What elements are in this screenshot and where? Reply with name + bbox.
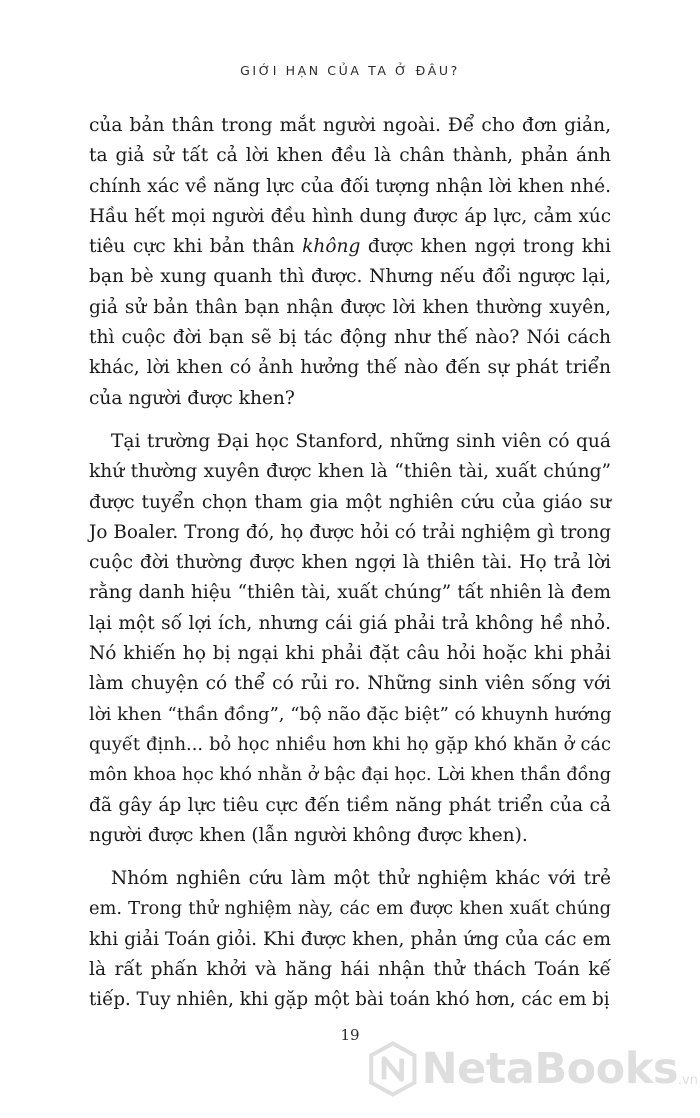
text-line: Tại trường Đại học Stanford, những sinh viên có quá (111, 430, 611, 452)
text-line: là rất phấn khởi và hăng hái nhận thử thách Toán kế (89, 959, 611, 981)
text-line: của bản thân trong mắt người ngoài. Để cho đơn giản, (89, 115, 611, 136)
text-line: chính xác về năng lực của đối tượng nhận lời khen nhé. (89, 175, 611, 197)
text-line: Nhóm nghiên cứu làm một thử nghiệm khác với trẻ (111, 868, 611, 890)
text-line: quyết định... bỏ học nhiều hơn khi họ gặp khó khăn ở các (89, 733, 611, 755)
text-line: làm chuyện có thể có rủi ro. Những sinh viên sống với (89, 673, 611, 695)
text-line: môn khoa học khó nhằn ở bậc đại học. Lời khen thần đồng (89, 765, 611, 786)
text-line: thì cuộc đời bạn sẽ bị tác động như thế nào? Nói cách (89, 327, 611, 349)
watermark (368, 1034, 698, 1104)
text-line: của người được khen? (89, 387, 295, 409)
text-line: rằng danh hiệu “thiên tài, xuất chúng” tất nhiên là đem (89, 582, 611, 604)
body-text (89, 111, 611, 1016)
text-line: Jo Boaler. Trong đó, họ được hỏi có trải nghiệm gì trong (89, 521, 611, 543)
text-line: Hầu hết mọi người đều hình dung được áp lực, cảm xúc (89, 205, 611, 227)
netabooks-logo-icon (368, 1034, 418, 1104)
text-line: người được khen (lẫn người không được khen). (89, 824, 528, 846)
watermark-brand: NetaBooks (421, 1044, 678, 1094)
paragraph (89, 864, 611, 1015)
text-line: Nó khiến họ bị ngại khi phải đặt câu hỏi hoặc khi phải (89, 643, 611, 665)
paragraph-gap (89, 851, 611, 864)
paragraph (89, 427, 611, 851)
watermark-suffix: .vn (677, 1073, 698, 1088)
emphasis: không (302, 236, 361, 258)
text-line: khi giải Toán giỏi. Khi được khen, phản ứng của các em (89, 928, 611, 950)
text-line: được tuyển chọn tham gia một nghiên cứu của giáo sư (89, 491, 611, 513)
page-number: 19 (340, 1026, 360, 1044)
paragraph (89, 111, 611, 414)
running-head: GIỚI HẠN CỦA TA Ở ĐÂU? (240, 63, 460, 78)
text-line: em. Trong thử nghiệm này, các em được khen xuất chúng (89, 898, 611, 920)
text-line: khác, lời khen có ảnh hưởng thế nào đến sự phát triển (89, 357, 611, 379)
text-line: lời khen “thần đồng”, “bộ não đặc biệt” có khuynh hướng (89, 703, 612, 725)
text-line: tiếp. Tuy nhiên, khi gặp một bài toán khó hơn, các em bị (89, 989, 610, 1011)
text-line: tiêu cực khi bản thân không được khen ngợi trong khi (89, 236, 611, 258)
text-line: bạn bè xung quanh thì được. Nhưng nếu đổi ngược lại, (89, 266, 611, 288)
paragraph-gap (89, 414, 611, 427)
text-line: cuộc đời thường được khen ngợi là thiên tài. Họ trả lời (89, 552, 611, 574)
text-line: lại một số lợi ích, nhưng cái giá phải trả không hề nhỏ. (89, 612, 611, 634)
text-line: đã gây áp lực tiêu cực đến tiềm năng phát triển của cả (89, 794, 611, 816)
text-line: khứ thường xuyên được khen là “thiên tài, xuất chúng” (89, 461, 611, 483)
text-line: ta giả sử tất cả lời khen đều là chân thành, phản ánh (89, 145, 611, 167)
text-line: giả sử bản thân bạn nhận được lời khen thường xuyên, (89, 296, 611, 318)
